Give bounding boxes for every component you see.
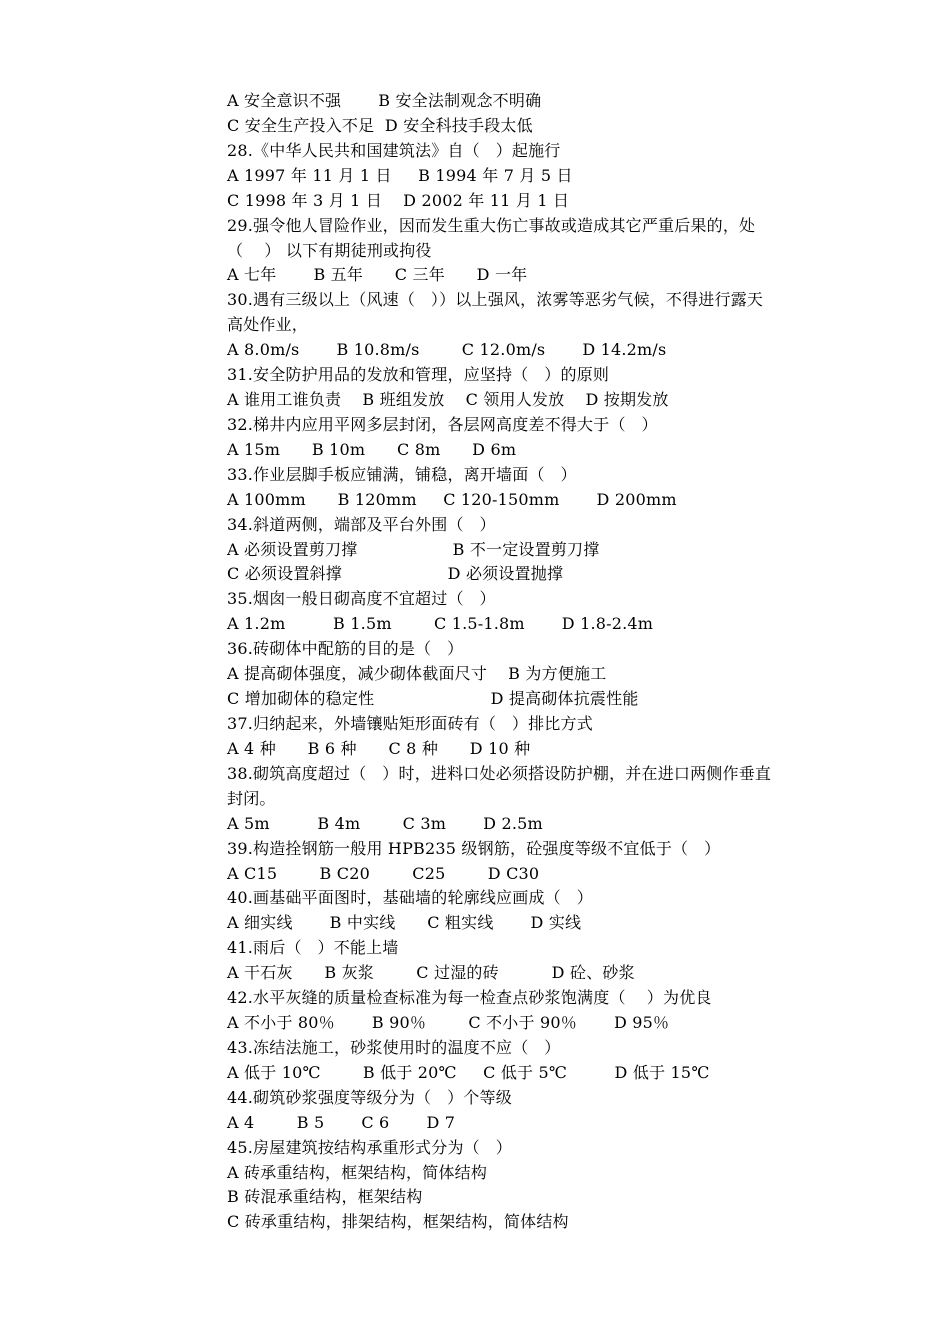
text-line: A 15m B 10m C 8m D 6m [227, 439, 517, 459]
text-line: C 必须设置斜撑 D 必须设置抛撑 [227, 564, 564, 584]
text-line: 33.作业层脚手板应铺满，铺稳，离开墙面（ ） [227, 464, 577, 484]
text-line: A 提高砌体强度，减少砌体截面尺寸 B 为方便施工 [227, 664, 607, 684]
text-line: A 不小于 80％ B 90％ C 不小于 90％ D 95％ [227, 1013, 670, 1033]
text-line: 31.安全防护用品的发放和管理，应坚持（ ）的原则 [227, 365, 610, 385]
text-line: A 5m B 4m C 3m D 2.5m [227, 813, 543, 833]
text-line: A 谁用工谁负责 B 班组发放 C 领用人发放 D 按期发放 [227, 390, 669, 410]
text-line: 42.水平灰缝的质量检查标准为每一检查点砂浆饱满度（ ）为优良 [227, 988, 712, 1008]
text-line: A 低于 10℃ B 低于 20℃ C 低于 5℃ D 低于 15℃ [227, 1062, 710, 1082]
text-line: 41.雨后（ ）不能上墙 [227, 938, 399, 958]
text-line: A 8.0m/s B 10.8m/s C 12.0m/s D 14.2m/s [227, 340, 667, 360]
text-line: 37.归纳起来，外墙镶贴矩形面砖有（ ）排比方式 [227, 714, 593, 733]
text-line: A 100mm B 120mm C 120-150mm D 200mm [227, 489, 677, 509]
text-line: 34.斜道两侧，端部及平台外围（ ） [227, 514, 496, 534]
text-line: 39.构造拴钢筋一般用 HPB235 级钢筋，砼强度等级不宜低于（ ） [227, 838, 721, 858]
text-line: A 干石灰 B 灰浆 C 过湿的砖 D 砼、砂浆 [227, 963, 635, 983]
text-line: C 安全生产投入不足 D 安全科技手段太低 [227, 115, 533, 135]
text-line: 28.《中华人民共和国建筑法》自（ ）起施行 [227, 140, 561, 160]
text-line: 38.砌筑高度超过（ ）时，进料口处必须搭设防护棚，并在进口两侧作垂直 [227, 763, 772, 783]
text-line: C 1998 年 3 月 1 日 D 2002 年 11 月 1 日 [227, 190, 570, 210]
text-line: 29.强令他人冒险作业，因而发生重大伤亡事故或造成其它严重后果的，处 [227, 215, 756, 235]
text-line: （ ） 以下有期徒刑或拘役 [227, 240, 432, 260]
text-line: 40.画基础平面图时，基础墙的轮廓线应画成（ ） [227, 888, 593, 908]
text-line: A 4 种 B 6 种 C 8 种 D 10 种 [227, 738, 531, 758]
text-line: A 细实线 B 中实线 C 粗实线 D 实线 [227, 913, 582, 933]
text-line: C 增加砌体的稳定性 D 提高砌体抗震性能 [227, 689, 639, 709]
text-line: A 4 B 5 C 6 D 7 [227, 1112, 456, 1132]
text-line: 36.砖砌体中配筋的目的是（ ） [227, 639, 464, 659]
text-line: C 砖承重结构，排架结构，框架结构，简体结构 [227, 1212, 569, 1232]
text-line: A 安全意识不强 B 安全法制观念不明确 [227, 91, 542, 110]
text-line: A 必须设置剪刀撑 B 不一定设置剪刀撑 [227, 539, 600, 559]
text-line: 封闭。 [227, 788, 276, 808]
text-line: 43.冻结法施工，砂浆使用时的温度不应（ ） [227, 1037, 561, 1057]
text-line: 高处作业， [227, 315, 309, 335]
text-line: 35.烟囱一般日砌高度不宜超过（ ） [227, 589, 496, 609]
text-line: A 砖承重结构，框架结构，简体结构 [227, 1162, 488, 1182]
text-line: B 砖混承重结构，框架结构 [227, 1187, 423, 1207]
text-line: A 1997 年 11 月 1 日 B 1994 年 7 月 5 日 [227, 165, 573, 185]
text-line: 45.房屋建筑按结构承重形式分为（ ） [227, 1137, 512, 1157]
text-line: A C15 B C20 C25 D C30 [227, 863, 540, 883]
text-line: 30.遇有三级以上（风速（ ））以上强风，浓雾等恶劣气候，不得进行露天 [227, 290, 764, 310]
text-line: 44.砌筑砂浆强度等级分为（ ）个等级 [227, 1087, 512, 1107]
text-line: A 1.2m B 1.5m C 1.5-1.8m D 1.8-2.4m [227, 614, 654, 634]
text-line: 32.梯井内应用平网多层封闭，各层网高度差不得大于（ ） [227, 414, 658, 434]
text-line: A 七年 B 五年 C 三年 D 一年 [227, 265, 528, 285]
